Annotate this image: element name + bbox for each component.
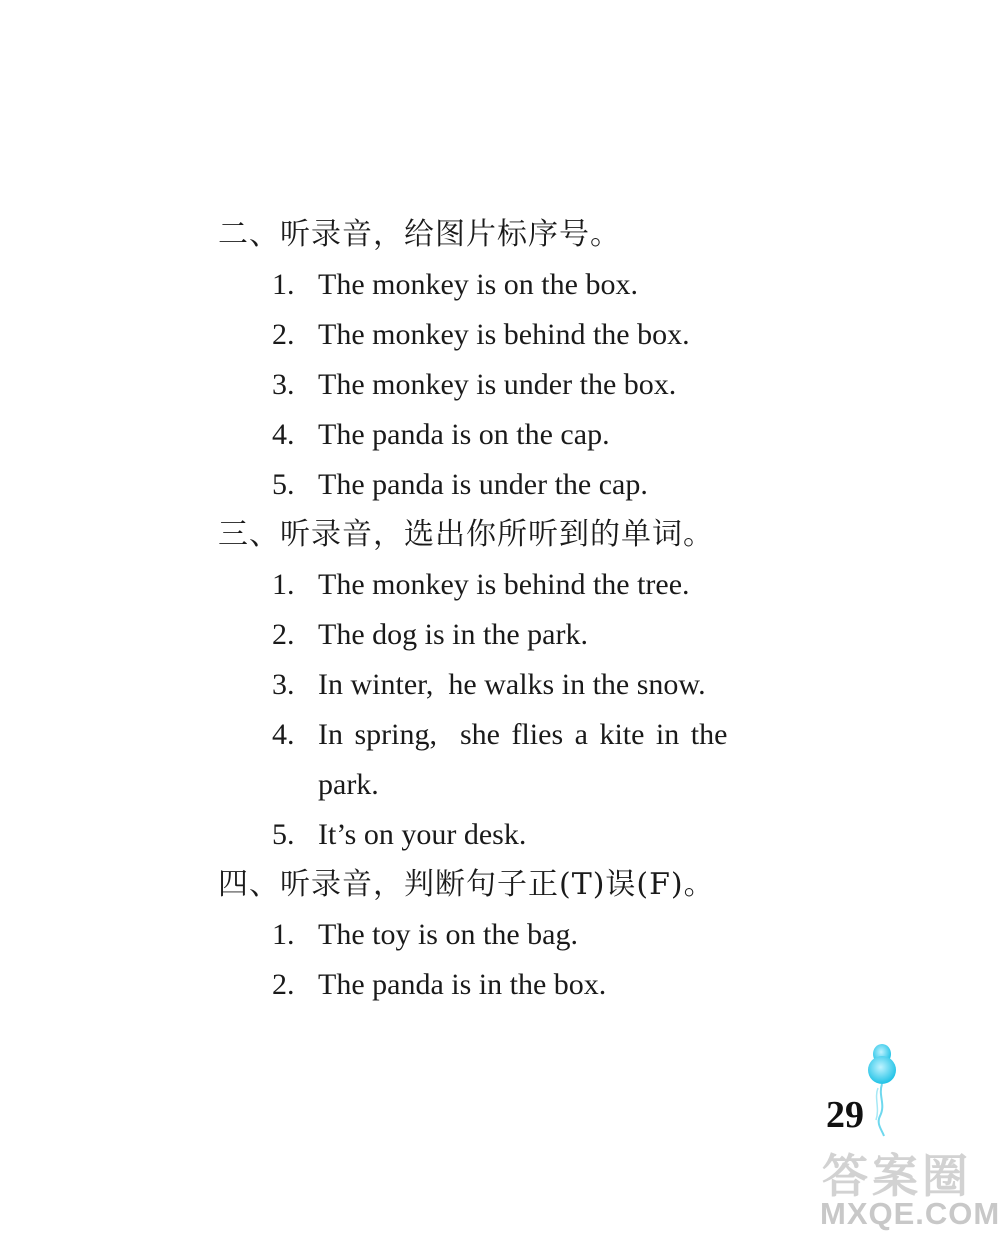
item-number: 2.: [272, 318, 295, 351]
list-item: [272, 465, 648, 505]
item-text: It’s on your desk.: [318, 818, 527, 851]
item-number: 4.: [272, 418, 295, 451]
page-number: 29: [826, 1094, 864, 1136]
watermark-logo-text: 答案圈: [822, 1149, 972, 1203]
list-item: [272, 715, 727, 755]
list-item: [272, 315, 690, 355]
item-text: The panda is under the cap.: [318, 468, 648, 501]
list-item: [272, 615, 588, 655]
item-number: 1.: [272, 918, 295, 951]
list-item: [272, 815, 526, 855]
list-item: [272, 415, 610, 455]
list-item: [272, 965, 606, 1005]
section-heading-2: 二、听录音，给图片标序号。: [218, 217, 621, 252]
item-number: 3.: [272, 368, 295, 401]
item-continuation: park.: [318, 768, 379, 801]
item-text: In spring, she flies a kite in the: [318, 718, 728, 751]
list-item: [272, 665, 706, 705]
item-number: 4.: [272, 718, 295, 751]
list-item: [272, 565, 690, 605]
item-number: 2.: [272, 968, 295, 1001]
watermark-site-text: MXQE.COM: [820, 1196, 1000, 1231]
section-heading-3: 三、听录音，选出你所听到的单词。: [218, 517, 714, 552]
item-number: 2.: [272, 618, 295, 651]
item-text: The monkey is under the box.: [318, 368, 677, 401]
item-number: 1.: [272, 268, 295, 301]
item-text: The monkey is behind the tree.: [318, 568, 690, 601]
item-text: The toy is on the bag.: [318, 918, 578, 951]
item-text: The monkey is on the box.: [318, 268, 638, 301]
list-item: [272, 265, 638, 305]
item-text: The panda is on the cap.: [318, 418, 610, 451]
item-number: 5.: [272, 818, 295, 851]
list-item: [272, 915, 578, 955]
item-number: 5.: [272, 468, 295, 501]
item-text: In winter, he walks in the snow.: [318, 668, 706, 701]
item-text: The monkey is behind the box.: [318, 318, 690, 351]
section-heading-4: 四、听录音，判断句子正(T)误(F)。: [218, 867, 715, 902]
item-number: 1.: [272, 568, 295, 601]
item-number: 3.: [272, 668, 295, 701]
list-item: [272, 365, 676, 405]
item-text: The dog is in the park.: [318, 618, 588, 651]
item-text: The panda is in the box.: [318, 968, 607, 1001]
